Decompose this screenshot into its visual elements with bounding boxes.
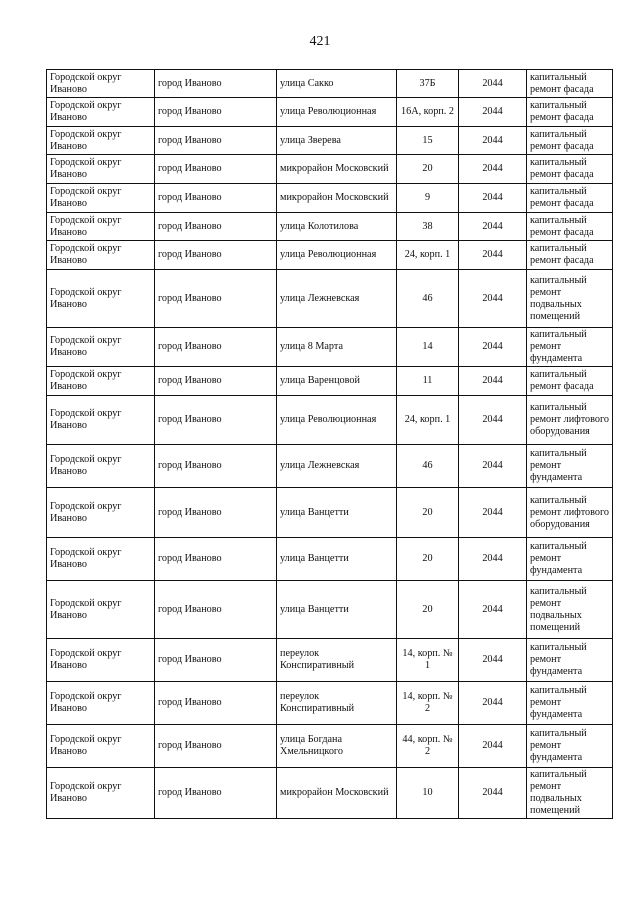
city-cell: город Иваново <box>155 396 277 445</box>
table-row <box>47 155 613 184</box>
work-type-cell: капитальный ремонт лифтового оборудования <box>527 488 613 538</box>
table-row <box>47 682 613 725</box>
year-cell: 2044 <box>459 639 527 682</box>
city-cell: город Иваново <box>155 98 277 127</box>
city-cell: город Иваново <box>155 488 277 538</box>
table-body <box>47 70 613 819</box>
year-cell: 2044 <box>459 184 527 213</box>
street-cell: микрорайон Московский <box>277 155 397 184</box>
house-number-cell: 15 <box>397 127 459 155</box>
city-cell: город Иваново <box>155 768 277 819</box>
table-row <box>47 328 613 367</box>
house-number-cell: 44, корп. № 2 <box>397 725 459 768</box>
table-row <box>47 270 613 328</box>
house-number-cell: 14, корп. № 2 <box>397 682 459 725</box>
street-cell: улица Ванцетти <box>277 581 397 639</box>
year-cell: 2044 <box>459 396 527 445</box>
house-number-cell: 46 <box>397 445 459 488</box>
okrug-cell: Городской округ Иваново <box>47 328 155 367</box>
okrug-cell: Городской округ Иваново <box>47 725 155 768</box>
city-cell: город Иваново <box>155 127 277 155</box>
city-cell: город Иваново <box>155 328 277 367</box>
street-cell: улица Сакко <box>277 70 397 98</box>
okrug-cell: Городской округ Иваново <box>47 270 155 328</box>
street-cell: улица Колотилова <box>277 213 397 241</box>
work-type-cell: капитальный ремонт фундамента <box>527 725 613 768</box>
year-cell: 2044 <box>459 98 527 127</box>
city-cell: город Иваново <box>155 270 277 328</box>
okrug-cell: Городской округ Иваново <box>47 445 155 488</box>
okrug-cell: Городской округ Иваново <box>47 396 155 445</box>
street-cell: улица Зверева <box>277 127 397 155</box>
work-type-cell: капитальный ремонт фасада <box>527 70 613 98</box>
city-cell: город Иваново <box>155 241 277 270</box>
street-cell: улица Лежневская <box>277 270 397 328</box>
house-number-cell: 14, корп. № 1 <box>397 639 459 682</box>
year-cell: 2044 <box>459 270 527 328</box>
house-number-cell: 20 <box>397 538 459 581</box>
house-number-cell: 20 <box>397 581 459 639</box>
table-row <box>47 768 613 819</box>
street-cell: улица Богдана Хмельницкого <box>277 725 397 768</box>
table-row <box>47 445 613 488</box>
house-number-cell: 10 <box>397 768 459 819</box>
okrug-cell: Городской округ Иваново <box>47 98 155 127</box>
year-cell: 2044 <box>459 768 527 819</box>
city-cell: город Иваново <box>155 538 277 581</box>
page-number: 421 <box>309 34 331 49</box>
house-number-cell: 14 <box>397 328 459 367</box>
street-cell: улица Революционная <box>277 396 397 445</box>
city-cell: город Иваново <box>155 213 277 241</box>
house-number-cell: 11 <box>397 367 459 396</box>
work-type-cell: капитальный ремонт фундамента <box>527 639 613 682</box>
work-type-cell: капитальный ремонт фундамента <box>527 682 613 725</box>
house-number-cell: 37Б <box>397 70 459 98</box>
year-cell: 2044 <box>459 581 527 639</box>
year-cell: 2044 <box>459 241 527 270</box>
street-cell: улица Революционная <box>277 241 397 270</box>
city-cell: город Иваново <box>155 725 277 768</box>
work-type-cell: капитальный ремонт фундамента <box>527 538 613 581</box>
year-cell: 2044 <box>459 682 527 725</box>
okrug-cell: Городской округ Иваново <box>47 488 155 538</box>
city-cell: город Иваново <box>155 682 277 725</box>
street-cell: улица Ванцетти <box>277 488 397 538</box>
work-type-cell: капитальный ремонт фундамента <box>527 445 613 488</box>
street-cell: улица Лежневская <box>277 445 397 488</box>
city-cell: город Иваново <box>155 445 277 488</box>
work-type-cell: капитальный ремонт фасада <box>527 127 613 155</box>
year-cell: 2044 <box>459 328 527 367</box>
street-cell: переулок Конспиративный <box>277 639 397 682</box>
table-row <box>47 538 613 581</box>
city-cell: город Иваново <box>155 155 277 184</box>
year-cell: 2044 <box>459 70 527 98</box>
street-cell: микрорайон Московский <box>277 768 397 819</box>
house-number-cell: 24, корп. 1 <box>397 396 459 445</box>
okrug-cell: Городской округ Иваново <box>47 768 155 819</box>
work-type-cell: капитальный ремонт фундамента <box>527 328 613 367</box>
city-cell: город Иваново <box>155 581 277 639</box>
okrug-cell: Городской округ Иваново <box>47 367 155 396</box>
city-cell: город Иваново <box>155 184 277 213</box>
table-row <box>47 127 613 155</box>
work-type-cell: капитальный ремонт подвальных помещений <box>527 768 613 819</box>
work-type-cell: капитальный ремонт фасада <box>527 213 613 241</box>
year-cell: 2044 <box>459 445 527 488</box>
work-type-cell: капитальный ремонт подвальных помещений <box>527 581 613 639</box>
okrug-cell: Городской округ Иваново <box>47 241 155 270</box>
street-cell: улица Революционная <box>277 98 397 127</box>
street-cell: переулок Конспиративный <box>277 682 397 725</box>
table-row <box>47 70 613 98</box>
repair-schedule-table <box>46 69 613 819</box>
work-type-cell: капитальный ремонт фасада <box>527 155 613 184</box>
table-row <box>47 639 613 682</box>
street-cell: улица 8 Марта <box>277 328 397 367</box>
table-row <box>47 396 613 445</box>
work-type-cell: капитальный ремонт лифтового оборудования <box>527 396 613 445</box>
house-number-cell: 38 <box>397 213 459 241</box>
city-cell: город Иваново <box>155 70 277 98</box>
house-number-cell: 24, корп. 1 <box>397 241 459 270</box>
street-cell: улица Ванцетти <box>277 538 397 581</box>
table-row <box>47 488 613 538</box>
okrug-cell: Городской округ Иваново <box>47 581 155 639</box>
year-cell: 2044 <box>459 155 527 184</box>
table-row <box>47 581 613 639</box>
street-cell: улица Варенцовой <box>277 367 397 396</box>
okrug-cell: Городской округ Иваново <box>47 639 155 682</box>
house-number-cell: 20 <box>397 155 459 184</box>
house-number-cell: 46 <box>397 270 459 328</box>
table-row <box>47 98 613 127</box>
okrug-cell: Городской округ Иваново <box>47 70 155 98</box>
okrug-cell: Городской округ Иваново <box>47 184 155 213</box>
work-type-cell: капитальный ремонт фасада <box>527 367 613 396</box>
work-type-cell: капитальный ремонт фасада <box>527 184 613 213</box>
table-row <box>47 184 613 213</box>
work-type-cell: капитальный ремонт подвальных помещений <box>527 270 613 328</box>
work-type-cell: капитальный ремонт фасада <box>527 98 613 127</box>
year-cell: 2044 <box>459 725 527 768</box>
house-number-cell: 9 <box>397 184 459 213</box>
house-number-cell: 20 <box>397 488 459 538</box>
house-number-cell: 16А, корп. 2 <box>397 98 459 127</box>
city-cell: город Иваново <box>155 639 277 682</box>
table-row <box>47 725 613 768</box>
okrug-cell: Городской округ Иваново <box>47 155 155 184</box>
table-row <box>47 367 613 396</box>
year-cell: 2044 <box>459 367 527 396</box>
work-type-cell: капитальный ремонт фасада <box>527 241 613 270</box>
year-cell: 2044 <box>459 538 527 581</box>
okrug-cell: Городской округ Иваново <box>47 682 155 725</box>
year-cell: 2044 <box>459 127 527 155</box>
okrug-cell: Городской округ Иваново <box>47 538 155 581</box>
okrug-cell: Городской округ Иваново <box>47 127 155 155</box>
okrug-cell: Городской округ Иваново <box>47 213 155 241</box>
year-cell: 2044 <box>459 488 527 538</box>
street-cell: микрорайон Московский <box>277 184 397 213</box>
table-row <box>47 241 613 270</box>
city-cell: город Иваново <box>155 367 277 396</box>
year-cell: 2044 <box>459 213 527 241</box>
table-row <box>47 213 613 241</box>
